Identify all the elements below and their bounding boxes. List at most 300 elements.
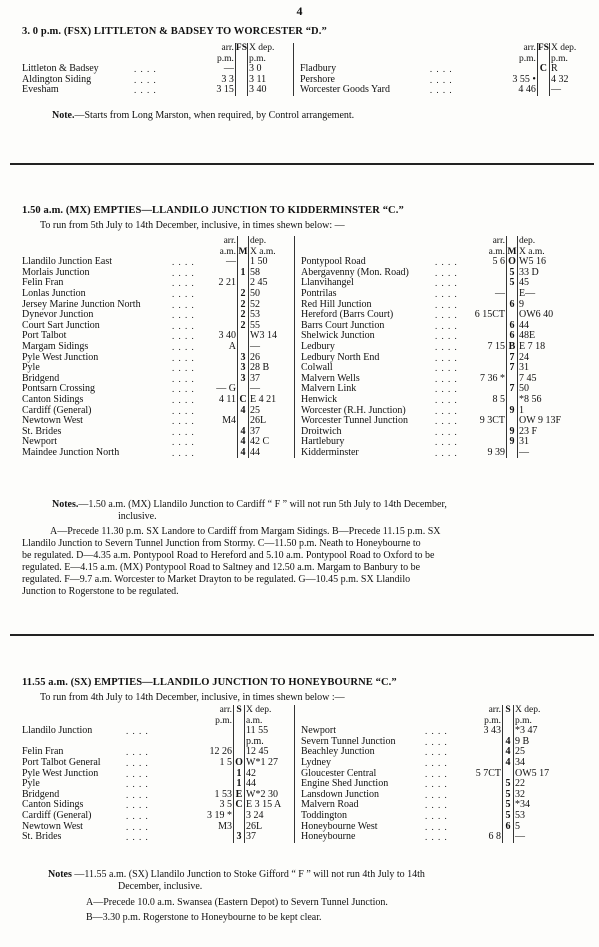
- column-header: dep.: [250, 236, 267, 246]
- timing-flag: 2: [238, 289, 249, 300]
- leader-dots: . . . .: [172, 373, 195, 384]
- footnote-line: A—Precede 11.30 p.m. SX Landore to Cardiff from Margam Sidings. B—Precede 11.15 p.m. SX: [50, 526, 441, 537]
- arrival-time: —: [226, 256, 236, 268]
- footnote-line: regulated. E—4.15 a.m. (MX) Pontypool Road to Saltney and 12.50 a.m. Margam to Banbury to be: [22, 562, 421, 573]
- leader-dots: . . . .: [425, 747, 448, 758]
- footnote-line: regulated. F—9.7 a.m. Worcester to Market Drayton to be regulated. G—10.45 p.m. SX Llandilo: [22, 574, 411, 585]
- departure-time: 26L: [250, 415, 267, 427]
- leader-dots: . . . .: [126, 832, 149, 843]
- station-name: Jersey Marine Junction North: [22, 298, 141, 310]
- departure-time: 3 24: [246, 809, 264, 821]
- timing-flag: 5: [503, 800, 514, 811]
- leader-dots: . . . .: [172, 416, 195, 427]
- header-blank: [295, 705, 426, 716]
- station-name: Cardiff (General): [22, 404, 92, 416]
- header-blank: [430, 43, 504, 54]
- timetable-row: [22, 726, 569, 737]
- leader-dots: . . . .: [429, 64, 453, 75]
- timing-flag: 9: [507, 427, 518, 438]
- departure-time: 12 45: [246, 746, 269, 758]
- station-name: Pyle: [22, 362, 40, 374]
- timing-flag: 7: [507, 353, 518, 364]
- section-2-footnotes: [22, 526, 582, 598]
- arrival-time: 1 53: [214, 788, 232, 800]
- timing-flag: 3: [238, 374, 249, 385]
- arrival-time: 9 3CT: [479, 415, 505, 427]
- leader-dots: . . . .: [435, 299, 458, 310]
- timetable-grid: [22, 705, 569, 843]
- timetable-row: [22, 342, 579, 353]
- section-2-title: 1.50 a.m. (MX) EMPTIES—LLANDILO JUNCTION TO KIDDERMINSTER “C.”: [22, 205, 404, 216]
- leader-dots: . . . .: [435, 331, 458, 342]
- column-header: [503, 716, 514, 727]
- leader-dots: . . . .: [172, 288, 195, 299]
- leader-dots: . . . .: [172, 394, 195, 405]
- arrival-time: 8 5: [492, 393, 505, 405]
- column-header: arr.: [221, 43, 234, 53]
- column-header: M: [507, 246, 517, 257]
- departure-time: W*2 30: [246, 788, 278, 800]
- arrival-time: 3 5: [219, 799, 232, 811]
- timing-flag: 5: [503, 790, 514, 801]
- timing-flag: 1: [234, 779, 245, 790]
- departure-time: 44: [246, 778, 256, 790]
- leader-dots: . . . .: [172, 437, 195, 448]
- departure-time: 1 50: [250, 256, 268, 268]
- timing-flag: 2: [238, 300, 249, 311]
- station-name: Shelwick Junction: [301, 330, 375, 342]
- leader-dots: . . . .: [435, 310, 458, 321]
- column-header: a.m.: [246, 715, 263, 726]
- station-name: Malvern Link: [301, 383, 357, 395]
- timetable-row: [22, 85, 599, 96]
- timing-flag: 1: [238, 268, 249, 279]
- departure-time: 55: [250, 319, 260, 331]
- leader-dots: . . . .: [435, 257, 458, 268]
- leader-dots: . . . .: [126, 810, 149, 821]
- column-header: [507, 236, 518, 247]
- departure-time: 42: [246, 767, 256, 779]
- departure-time: 26L: [246, 820, 263, 832]
- timetable-row: [22, 822, 569, 833]
- notes-line: —11.55 a.m. (SX) Llandilo Junction to Stoke Gifford “ F ” will not run 4th July to 14th: [71, 869, 425, 880]
- column-header: FS: [235, 43, 247, 53]
- leader-dots: . . . .: [126, 747, 149, 758]
- section-3-title: 11.55 a.m. (SX) EMPTIES—LLANDILO JUNCTION TO HONEYBOURNE “C.”: [22, 677, 397, 688]
- header-row: [22, 43, 599, 54]
- station-name: Lansdown Junction: [301, 788, 380, 800]
- leader-dots: . . . .: [435, 320, 458, 331]
- departure-time: 33 D: [519, 266, 539, 278]
- departure-time: W5 16: [519, 256, 546, 268]
- departure-time: 37: [250, 372, 260, 384]
- station-name: Llanvihangel: [301, 277, 354, 289]
- header-row: [22, 236, 579, 247]
- station-name: Pyle West Junction: [22, 767, 99, 779]
- timetable-row: [22, 811, 569, 822]
- leader-dots: . . . .: [425, 779, 448, 790]
- column-header: X dep.: [246, 705, 272, 715]
- timing-flag: 7: [507, 363, 518, 374]
- timing-flag: 3: [238, 353, 249, 364]
- arrival-time: 3 40: [218, 330, 236, 342]
- leader-dots: . . . .: [126, 768, 149, 779]
- leader-dots: . . . .: [435, 352, 458, 363]
- station-name: Henwick: [301, 393, 338, 405]
- header-blank: [430, 54, 504, 65]
- timing-flag: 6: [503, 822, 514, 833]
- departure-time: 50: [519, 383, 529, 395]
- arrival-time: 3 3: [221, 73, 234, 85]
- column-header: X dep.: [515, 705, 541, 715]
- note-text: —Starts from Long Marston, when required, by Control arrangement.: [74, 110, 355, 121]
- departure-time: *34: [515, 799, 530, 811]
- station-name: Newport: [22, 436, 57, 448]
- column-header: p.m.: [215, 715, 232, 726]
- departure-time: 58: [250, 266, 260, 278]
- timing-flag: [235, 85, 247, 96]
- station-name: Toddington: [301, 809, 347, 821]
- leader-dots: . . . .: [435, 363, 458, 374]
- departure-time: 26: [250, 351, 260, 363]
- station-name: Hartlebury: [301, 436, 345, 448]
- leader-dots: . . . .: [425, 768, 448, 779]
- timing-flag: 5: [503, 811, 514, 822]
- timetable-row: [22, 289, 579, 300]
- station-name: St. Brides: [22, 831, 62, 843]
- column-header: p.m.: [484, 715, 501, 726]
- departure-time: —: [515, 831, 525, 843]
- notes-line: inclusive.: [118, 511, 157, 522]
- timing-flag: 6: [507, 321, 518, 332]
- leader-dots: . . . .: [126, 779, 149, 790]
- station-name: Honeybourne West: [301, 820, 378, 832]
- footnote-line: A—Precede 10.0 a.m. Swansea (Eastern Depot) to Severn Tunnel Junction.: [86, 897, 388, 908]
- station-name: Droitwich: [301, 425, 342, 437]
- departure-time: E—: [519, 287, 536, 299]
- station-name: Severn Tunnel Junction: [301, 735, 396, 747]
- timing-flag: 4: [503, 747, 514, 758]
- column-header: p.m.: [217, 53, 234, 64]
- station-name: Pontrilas: [301, 287, 337, 299]
- station-name: Abergavenny (Mon. Road): [301, 266, 409, 278]
- arrival-time: [202, 363, 238, 374]
- section-divider: [10, 163, 594, 165]
- timing-flag: [507, 395, 518, 406]
- arrival-time: 3 55 •: [512, 73, 536, 85]
- station-name: Court Sart Junction: [22, 319, 100, 331]
- arrival-time: 3 19 *: [207, 809, 232, 821]
- arrival-time: 5 6: [492, 256, 505, 268]
- leader-dots: . . . .: [133, 85, 157, 96]
- leader-dots: . . . .: [172, 299, 195, 310]
- timing-flag: [537, 85, 549, 96]
- leader-dots: . . . .: [126, 757, 149, 768]
- leader-dots: . . . .: [133, 74, 157, 85]
- station-name: Malvern Wells: [301, 372, 360, 384]
- departure-time: 44: [519, 319, 529, 331]
- station-name: Ledbury: [301, 340, 335, 352]
- arrival-time: — G: [216, 383, 236, 395]
- header-blank: [435, 247, 465, 258]
- station-name: Kidderminster: [301, 446, 359, 458]
- column-header: X a.m.: [519, 246, 545, 257]
- station-name: Bridgend: [22, 372, 60, 384]
- station-name: Bridgend: [22, 788, 60, 800]
- notes-label: Notes: [48, 869, 72, 880]
- departure-time: —: [550, 84, 561, 96]
- section-2-intro: To run from 5th July to 14th December, inclusive, in times shewn below: —: [40, 220, 345, 231]
- timing-flag: [537, 75, 549, 86]
- arrival-time: [461, 800, 503, 811]
- arrival-time: —: [495, 287, 505, 299]
- arrival-time: [461, 811, 503, 822]
- station-name: Beachley Junction: [301, 746, 375, 758]
- timing-flag: E: [234, 790, 245, 801]
- departure-time: 45: [519, 277, 529, 289]
- arrival-time: [465, 427, 507, 438]
- timetable-row: [22, 800, 569, 811]
- header-blank: [293, 43, 429, 54]
- station-name: Aldington Siding: [22, 73, 92, 85]
- timing-flag: [235, 75, 247, 86]
- leader-dots: . . . .: [126, 821, 149, 832]
- station-name: Worcester Goods Yard: [299, 84, 390, 96]
- timing-flag: [238, 342, 249, 353]
- timing-flag: [234, 737, 245, 748]
- leader-dots: . . . .: [435, 278, 458, 289]
- arrival-time: 6 8: [488, 831, 501, 843]
- leader-dots: . . . .: [425, 810, 448, 821]
- arrival-time: 6 15CT: [474, 309, 505, 321]
- departure-time: 32: [515, 788, 525, 800]
- timing-flag: O: [235, 756, 243, 768]
- timing-flag: [238, 331, 249, 342]
- station-name: Ledbury North End: [301, 351, 380, 363]
- departure-time: 42 C: [250, 436, 270, 448]
- leader-dots: . . . .: [435, 426, 458, 437]
- header-blank: [22, 43, 134, 54]
- timetable-row: [22, 395, 579, 406]
- departure-time: 24: [519, 351, 529, 363]
- arrival-time: [461, 747, 503, 758]
- header-blank: [435, 236, 465, 247]
- departure-time: 25: [250, 404, 260, 416]
- timing-flag: 9: [507, 437, 518, 448]
- arrival-time: 7 36 *: [480, 372, 505, 384]
- departure-time: 5: [515, 820, 520, 832]
- arrival-time: 4 46: [518, 84, 536, 96]
- column-header: [235, 54, 247, 65]
- timing-flag: C: [537, 64, 549, 75]
- departure-time: R: [550, 63, 558, 75]
- note-label: Note.: [52, 110, 75, 121]
- footnote-line: be regulated. D—4.35 a.m. Pontypool Road to Hereford and 5.10 a.m. Pontypool Road to Oxford to be: [22, 550, 435, 561]
- departure-time: 3 40: [249, 84, 267, 96]
- column-header: M: [238, 246, 248, 257]
- station-name: Pyle West Junction: [22, 351, 99, 363]
- header-blank: [22, 236, 172, 247]
- departure-time: 44: [250, 446, 260, 458]
- station-name: Lonlas Junction: [22, 287, 86, 299]
- departure-time: 9: [519, 298, 524, 310]
- arrival-time: M4: [222, 415, 236, 427]
- station-name: Dynevor Junction: [22, 309, 94, 321]
- station-name: Pyle: [22, 778, 40, 790]
- column-header: arr.: [492, 236, 505, 246]
- leader-dots: . . . .: [172, 405, 195, 416]
- leader-dots: . . . .: [126, 800, 149, 811]
- timetable-grid: [22, 43, 599, 96]
- station-name: Honeybourne: [301, 831, 356, 843]
- leader-dots: . . . .: [435, 437, 458, 448]
- station-name: Llandilo Junction: [22, 725, 93, 737]
- leader-dots: . . . .: [435, 447, 458, 458]
- departure-time: *3 47: [515, 725, 538, 737]
- departure-time: 2 45: [250, 277, 268, 289]
- departure-time: 3 11: [249, 73, 267, 85]
- station-name: Pontypool Road: [301, 256, 366, 268]
- leader-dots: . . . .: [435, 394, 458, 405]
- timing-flag: [507, 289, 518, 300]
- arrival-time: 9 39: [487, 446, 505, 458]
- station-name: Cardiff (General): [22, 809, 92, 821]
- section-divider: [10, 634, 594, 636]
- departure-time: 48E: [519, 330, 536, 342]
- header-blank: [295, 236, 436, 247]
- departure-time: 23 F: [519, 425, 538, 437]
- footnote-line: B—3.30 p.m. Rogerstone to Honeybourne to be kept clear.: [86, 912, 322, 923]
- arrival-time: A: [228, 340, 236, 352]
- leader-dots: [126, 737, 192, 748]
- arrival-time: 3 43: [483, 725, 501, 737]
- station-name: Felin Fran: [22, 277, 64, 289]
- departure-time: 25: [515, 746, 525, 758]
- section-1-timetable: [22, 43, 599, 96]
- arrival-time: [192, 726, 234, 737]
- section-1-title: 3. 0 p.m. (FSX) LITTLETON & BADSEY TO WORCESTER “D.”: [22, 26, 327, 37]
- timing-flag: B: [507, 342, 518, 353]
- station-name: Canton Sidings: [22, 799, 84, 811]
- column-header: a.m.: [219, 246, 236, 257]
- arrival-time: —: [223, 63, 234, 75]
- column-header: dep.: [519, 236, 536, 246]
- departure-time: 34: [515, 756, 525, 768]
- timing-flag: 5: [503, 779, 514, 790]
- column-header: X a.m.: [250, 246, 276, 257]
- timing-flag: 6: [507, 331, 518, 342]
- arrival-time: [461, 790, 503, 801]
- arrival-time: M3: [218, 820, 232, 832]
- timetable-row: [22, 790, 569, 801]
- arrival-time: [465, 268, 507, 279]
- column-header: [238, 236, 249, 247]
- timing-flag: 3: [238, 363, 249, 374]
- arrival-time: [465, 321, 507, 332]
- departure-time: 31: [519, 362, 529, 374]
- leader-dots: . . . .: [429, 74, 453, 85]
- station-name: Littleton & Badsey: [22, 63, 99, 75]
- section-3-timetable: [22, 705, 569, 843]
- header-blank: [425, 705, 461, 716]
- leader-dots: . . . .: [435, 288, 458, 299]
- leader-dots: . . . .: [172, 278, 195, 289]
- timing-flag: O: [508, 256, 516, 268]
- station-name: Lydney: [301, 756, 331, 768]
- departure-time: W3 14: [250, 330, 277, 342]
- station-name: Pontsarn Crossing: [22, 383, 96, 395]
- departure-time: p.m.: [246, 735, 264, 747]
- station-name: Newport: [301, 725, 336, 737]
- departure-time: 7 45: [519, 372, 537, 384]
- leader-dots: . . . .: [133, 64, 157, 75]
- column-header: X dep.: [249, 43, 275, 53]
- station-name: Port Talbot General: [22, 756, 101, 768]
- footnote-line: Llandilo Junction to Severn Tunnel Junction from Stormy. C—11.50 p.m. Neath to Honeybourne to: [22, 538, 421, 549]
- station-name: Hereford (Barrs Court): [301, 309, 394, 321]
- timetable-row: [22, 769, 569, 780]
- arrival-time: [461, 779, 503, 790]
- column-header: arr.: [488, 705, 501, 715]
- departure-time: E 3 15 A: [246, 799, 282, 811]
- timing-flag: 7: [507, 384, 518, 395]
- station-name: Canton Sidings: [22, 393, 84, 405]
- timing-flag: 4: [238, 427, 249, 438]
- arrival-time: 2 21: [218, 277, 236, 289]
- section-2-notes: [52, 499, 582, 523]
- timetable-grid: [22, 236, 579, 458]
- timetable-row: [22, 737, 569, 748]
- departure-time: —: [519, 446, 529, 458]
- column-header: S: [234, 705, 245, 716]
- timing-flag: 2: [238, 321, 249, 332]
- timing-flag: 5: [507, 278, 518, 289]
- departure-time: 31: [519, 436, 529, 448]
- arrival-time: [202, 310, 238, 321]
- column-header: arr.: [219, 705, 232, 715]
- timing-flag: 2: [238, 310, 249, 321]
- leader-dots: . . . .: [425, 821, 448, 832]
- station-name: Morlais Junction: [22, 266, 90, 278]
- header-blank: [172, 236, 202, 247]
- departure-time: 22: [515, 778, 525, 790]
- timing-flag: 4: [238, 448, 249, 459]
- departure-time: *8 56: [519, 393, 542, 405]
- column-header: S: [503, 705, 514, 716]
- departure-time: W*1 27: [246, 756, 278, 768]
- departure-time: 37: [246, 831, 256, 843]
- arrival-time: [192, 769, 234, 780]
- leader-dots: . . . .: [435, 384, 458, 395]
- departure-time: 28 B: [250, 362, 270, 374]
- arrival-time: [465, 353, 507, 364]
- station-name: Worcester Tunnel Junction: [301, 415, 408, 427]
- timing-flag: [234, 726, 245, 737]
- station-name: Worcester (R.H. Junction): [301, 404, 406, 416]
- departure-time: 52: [250, 298, 260, 310]
- leader-dots: . . . .: [172, 310, 195, 321]
- departure-time: 3 0: [249, 63, 262, 75]
- header-blank: [172, 247, 202, 258]
- station-name: Fladbury: [299, 63, 337, 75]
- column-header: p.m.: [550, 53, 568, 64]
- header-blank: [425, 716, 461, 727]
- timing-flag: 1: [234, 769, 245, 780]
- leader-dots: . . . .: [425, 789, 448, 800]
- arrival-time: 3 15: [216, 84, 234, 96]
- timing-flag: C: [239, 393, 247, 405]
- leader-dots: . . . .: [172, 331, 195, 342]
